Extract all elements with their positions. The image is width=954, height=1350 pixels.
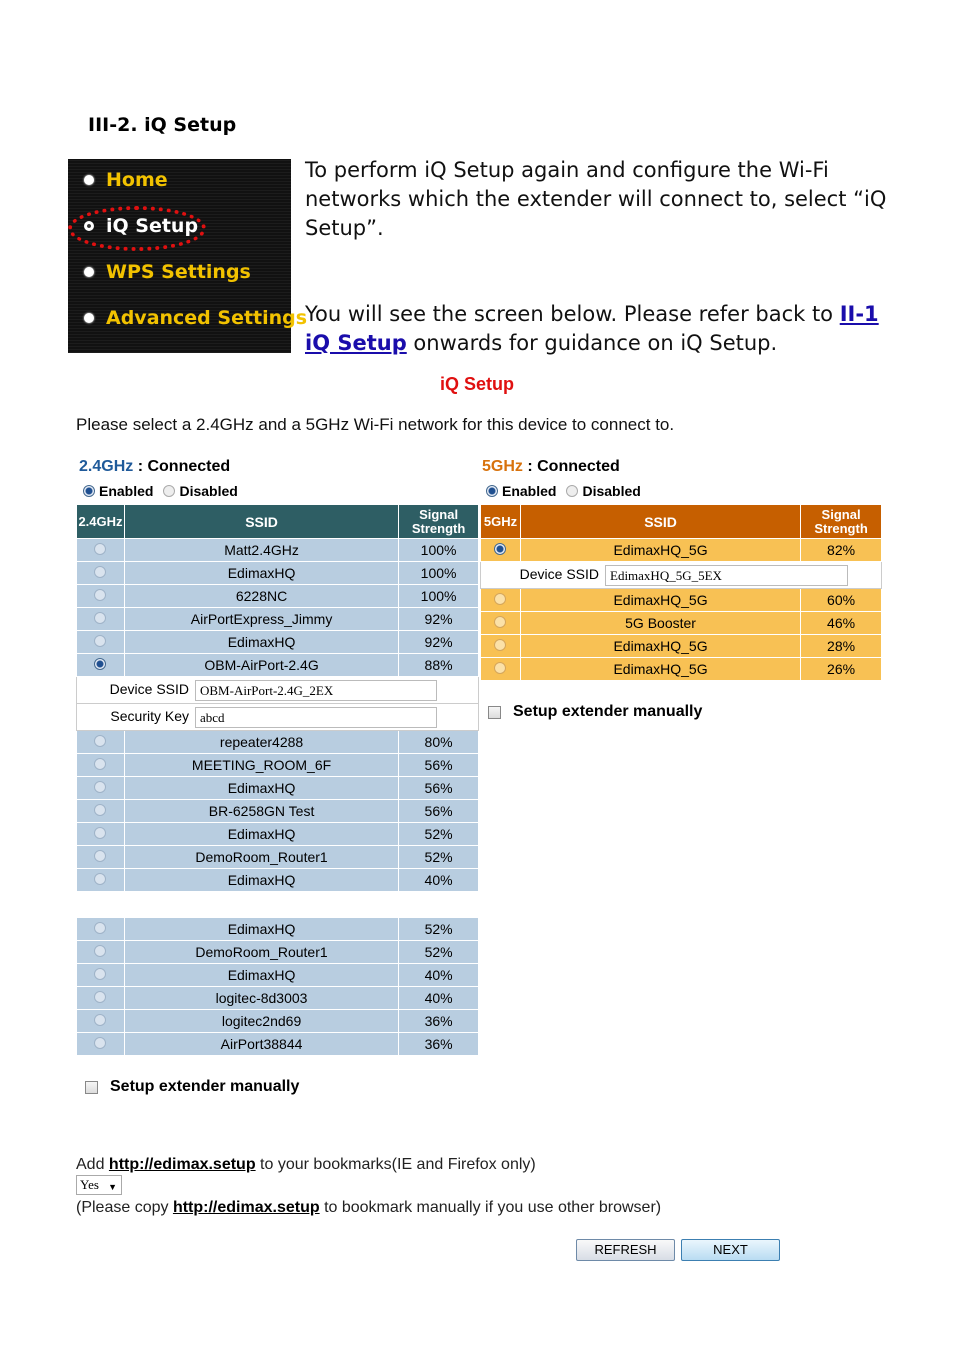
disabled-radio[interactable] (566, 485, 578, 497)
band5-network-table (480, 504, 882, 681)
select-cell (77, 918, 125, 941)
table-row[interactable] (77, 941, 479, 964)
network-radio[interactable] (94, 827, 106, 839)
security-key-input[interactable]: abcd (195, 707, 437, 728)
bullet-icon (84, 267, 94, 277)
menu-item-wps-settings[interactable] (84, 261, 251, 283)
table-row[interactable] (77, 964, 479, 987)
network-radio[interactable] (494, 593, 506, 605)
signal-cell: 88% (399, 654, 479, 677)
iq-setup-title: iQ Setup (439, 374, 514, 394)
signal-cell: 56% (399, 800, 479, 823)
select-cell (481, 589, 521, 612)
select-cell (77, 846, 125, 869)
menu-item-label: Advanced Settings (106, 307, 308, 329)
col-ssid: SSID (124, 505, 398, 539)
signal-cell: 40% (399, 987, 479, 1010)
device-ssid-input[interactable]: EdimaxHQ_5G_5EX (605, 565, 848, 586)
bookmark-url[interactable]: http://edimax.setup (108, 1156, 256, 1173)
menu-item-label: WPS Settings (106, 261, 251, 283)
menu-item-label: Home (106, 169, 168, 191)
instruction-text: Please select a 2.4GHz and a 5GHz Wi-Fi network for this device to connect to. (76, 415, 675, 434)
table-row[interactable] (77, 987, 479, 1010)
ssid-cell: repeater4288 (124, 731, 398, 754)
signal-cell: 52% (399, 918, 479, 941)
menu-item-label: iQ Setup (106, 215, 199, 237)
description-para-2 (305, 300, 905, 358)
ssid-cell: EdimaxHQ (124, 562, 398, 585)
band5-manual-setup[interactable] (488, 703, 702, 721)
band24-network-table-2 (76, 917, 479, 1056)
network-radio[interactable] (94, 566, 106, 578)
signal-cell: 80% (399, 731, 479, 754)
ssid-cell: EdimaxHQ (124, 964, 398, 987)
ssid-cell: EdimaxHQ (124, 777, 398, 800)
signal-cell: 40% (399, 869, 479, 892)
network-radio[interactable] (94, 758, 106, 770)
table-row[interactable] (77, 539, 479, 562)
signal-cell: 26% (801, 658, 882, 681)
bookmark-text: Add (76, 1156, 109, 1173)
bookmark-line-1 (76, 1156, 536, 1174)
signal-cell: 28% (801, 635, 882, 658)
col-band: 5GHz (481, 505, 521, 539)
table-row[interactable] (77, 777, 479, 800)
network-radio[interactable] (94, 543, 106, 555)
col-signal: Signal Strength (399, 505, 479, 539)
select-cell (77, 777, 125, 800)
table-row[interactable] (481, 539, 882, 562)
network-radio[interactable] (94, 635, 106, 647)
network-radio[interactable] (94, 589, 106, 601)
network-radio[interactable] (494, 662, 506, 674)
enabled-radio[interactable] (486, 485, 498, 497)
band24-status: : Connected (133, 458, 231, 475)
security-key-label: Security Key (110, 707, 189, 724)
table-row[interactable] (481, 589, 882, 612)
ssid-cell: EdimaxHQ (124, 823, 398, 846)
signal-cell: 92% (399, 608, 479, 631)
bookmark-text: to your bookmarks(IE and Firefox only) (255, 1156, 536, 1173)
signal-cell: 56% (399, 777, 479, 800)
bookmark-text: to bookmark manually if you use other browser) (319, 1199, 662, 1216)
network-radio[interactable] (94, 945, 106, 957)
select-cell (77, 562, 125, 585)
signal-cell: 100% (399, 585, 479, 608)
network-radio[interactable] (94, 968, 106, 980)
radio-selected-icon (84, 221, 94, 231)
network-radio[interactable] (94, 991, 106, 1003)
checkbox[interactable] (488, 706, 501, 719)
manual-setup-label: Setup extender manually (513, 703, 703, 720)
signal-cell: 100% (399, 562, 479, 585)
device-ssid-row (481, 562, 882, 589)
select-cell (77, 631, 125, 654)
select-cell (77, 654, 125, 677)
col-signal: Signal Strength (801, 505, 882, 539)
refresh-button[interactable]: REFRESH (576, 1239, 675, 1261)
ssid-cell: EdimaxHQ_5G (520, 539, 800, 562)
ssid-cell: EdimaxHQ_5G (520, 635, 800, 658)
network-radio[interactable] (94, 922, 106, 934)
band24-enable-group (83, 483, 238, 499)
band24-manual-setup[interactable] (85, 1078, 299, 1096)
table-row[interactable] (77, 846, 479, 869)
band5-status: : Connected (522, 458, 620, 475)
select-cell (77, 608, 125, 631)
signal-cell: 82% (801, 539, 882, 562)
enabled-label: Enabled (99, 483, 154, 499)
table-row[interactable] (77, 800, 479, 823)
table-row[interactable] (77, 1033, 479, 1056)
network-radio[interactable] (94, 735, 106, 747)
next-button[interactable]: NEXT (681, 1239, 780, 1261)
select-cell (77, 1033, 125, 1056)
network-radio[interactable] (94, 1014, 106, 1026)
ssid-cell: EdimaxHQ_5G (520, 589, 800, 612)
network-radio[interactable] (94, 873, 106, 885)
table-row[interactable] (77, 731, 479, 754)
select-cell (77, 823, 125, 846)
signal-cell: 40% (399, 964, 479, 987)
device-ssid-label: Device SSID (109, 680, 189, 697)
table-row[interactable] (77, 631, 479, 654)
select-cell (481, 612, 521, 635)
section-link[interactable]: II-1 iQ Setup (305, 302, 879, 355)
bookmark-select[interactable] (76, 1175, 122, 1195)
network-radio[interactable] (94, 804, 106, 816)
signal-cell: 52% (399, 823, 479, 846)
ssid-cell: EdimaxHQ (124, 869, 398, 892)
select-cell (481, 635, 521, 658)
ssid-cell: 6228NC (124, 585, 398, 608)
col-band: 2.4GHz (77, 505, 125, 539)
select-cell (481, 658, 521, 681)
disabled-label: Disabled (179, 483, 238, 499)
bookmark-text: (Please copy (76, 1199, 173, 1216)
menu-item-iq-setup[interactable] (84, 215, 198, 237)
table-row[interactable] (77, 654, 479, 677)
network-radio[interactable] (494, 616, 506, 628)
bookmark-line-2 (76, 1199, 661, 1217)
signal-cell: 52% (399, 846, 479, 869)
ssid-cell: 5G Booster (520, 612, 800, 635)
network-radio[interactable] (94, 612, 106, 624)
ssid-cell: OBM-AirPort-2.4G (124, 654, 398, 677)
manual-setup-label: Setup extender manually (110, 1078, 300, 1095)
select-cell (77, 941, 125, 964)
bullet-icon (84, 175, 94, 185)
device-ssid-row (77, 677, 479, 704)
select-cell (77, 585, 125, 608)
ssid-cell: MEETING_ROOM_6F (124, 754, 398, 777)
ssid-cell: Matt2.4GHz (124, 539, 398, 562)
ssid-cell: EdimaxHQ (124, 918, 398, 941)
network-radio[interactable] (94, 781, 106, 793)
signal-cell: 92% (399, 631, 479, 654)
table-row[interactable] (77, 585, 479, 608)
ssid-cell: AirPort38844 (124, 1033, 398, 1056)
router-menu (68, 159, 308, 353)
description-para-1: To perform iQ Setup again and configure the Wi-Fi networks which the extender will connect to, select “iQ Setup”. (305, 158, 887, 240)
select-cell (77, 987, 125, 1010)
table-row[interactable] (77, 823, 479, 846)
network-radio[interactable] (94, 658, 106, 670)
select-cell (77, 754, 125, 777)
ssid-cell: AirPortExpress_Jimmy (124, 608, 398, 631)
signal-cell: 100% (399, 539, 479, 562)
band5-name: 5GHz (482, 458, 523, 475)
security-key-row (77, 704, 479, 731)
checkbox[interactable] (85, 1081, 98, 1094)
ssid-cell: EdimaxHQ_5G (520, 658, 800, 681)
enabled-radio[interactable] (83, 485, 95, 497)
signal-cell: 52% (399, 941, 479, 964)
signal-cell: 36% (399, 1033, 479, 1056)
select-cell (77, 1010, 125, 1033)
network-radio[interactable] (94, 1037, 106, 1049)
ssid-cell: BR-6258GN Test (124, 800, 398, 823)
ssid-cell: DemoRoom_Router1 (124, 846, 398, 869)
select-cell (77, 869, 125, 892)
device-ssid-input[interactable]: OBM-AirPort-2.4G_2EX (195, 680, 437, 701)
ssid-cell: logitec2nd69 (124, 1010, 398, 1033)
table-row[interactable] (481, 612, 882, 635)
device-ssid-label: Device SSID (519, 565, 599, 582)
chevron-down-icon: ▼ (108, 1182, 117, 1192)
col-ssid: SSID (520, 505, 800, 539)
ssid-cell: DemoRoom_Router1 (124, 941, 398, 964)
table-row[interactable] (77, 562, 479, 585)
band24-name: 2.4GHz (79, 458, 134, 475)
select-cell (77, 800, 125, 823)
section-title: III-2. iQ Setup (88, 114, 237, 136)
signal-cell: 46% (801, 612, 882, 635)
table-row[interactable] (481, 635, 882, 658)
select-value: Yes (80, 1177, 99, 1192)
select-cell (77, 539, 125, 562)
bullet-icon (84, 313, 94, 323)
table-row[interactable] (481, 658, 882, 681)
signal-cell: 36% (399, 1010, 479, 1033)
enabled-label: Enabled (502, 483, 557, 499)
band5-heading (482, 458, 620, 476)
description-text: You will see the screen below. Please refer back to (305, 302, 840, 326)
menu-item-advanced-settings[interactable] (84, 307, 307, 329)
ssid-cell: logitec-8d3003 (124, 987, 398, 1010)
select-cell (77, 731, 125, 754)
band24-heading (79, 458, 230, 476)
ssid-cell: EdimaxHQ (124, 631, 398, 654)
table-row[interactable] (77, 1010, 479, 1033)
bookmark-url[interactable]: http://edimax.setup (172, 1199, 320, 1216)
band5-enable-group (486, 483, 641, 499)
network-radio[interactable] (494, 639, 506, 651)
menu-item-home[interactable] (84, 169, 168, 191)
network-radio[interactable] (94, 850, 106, 862)
table-row[interactable] (77, 869, 479, 892)
disabled-radio[interactable] (163, 485, 175, 497)
select-cell (481, 539, 521, 562)
table-row[interactable] (77, 918, 479, 941)
select-cell (77, 964, 125, 987)
description-text: onwards for guidance on iQ Setup. (406, 331, 778, 355)
disabled-label: Disabled (582, 483, 641, 499)
table-row[interactable] (77, 754, 479, 777)
signal-cell: 60% (801, 589, 882, 612)
table-row[interactable] (77, 608, 479, 631)
signal-cell: 56% (399, 754, 479, 777)
band24-network-table (76, 504, 479, 892)
network-radio[interactable] (494, 543, 506, 555)
